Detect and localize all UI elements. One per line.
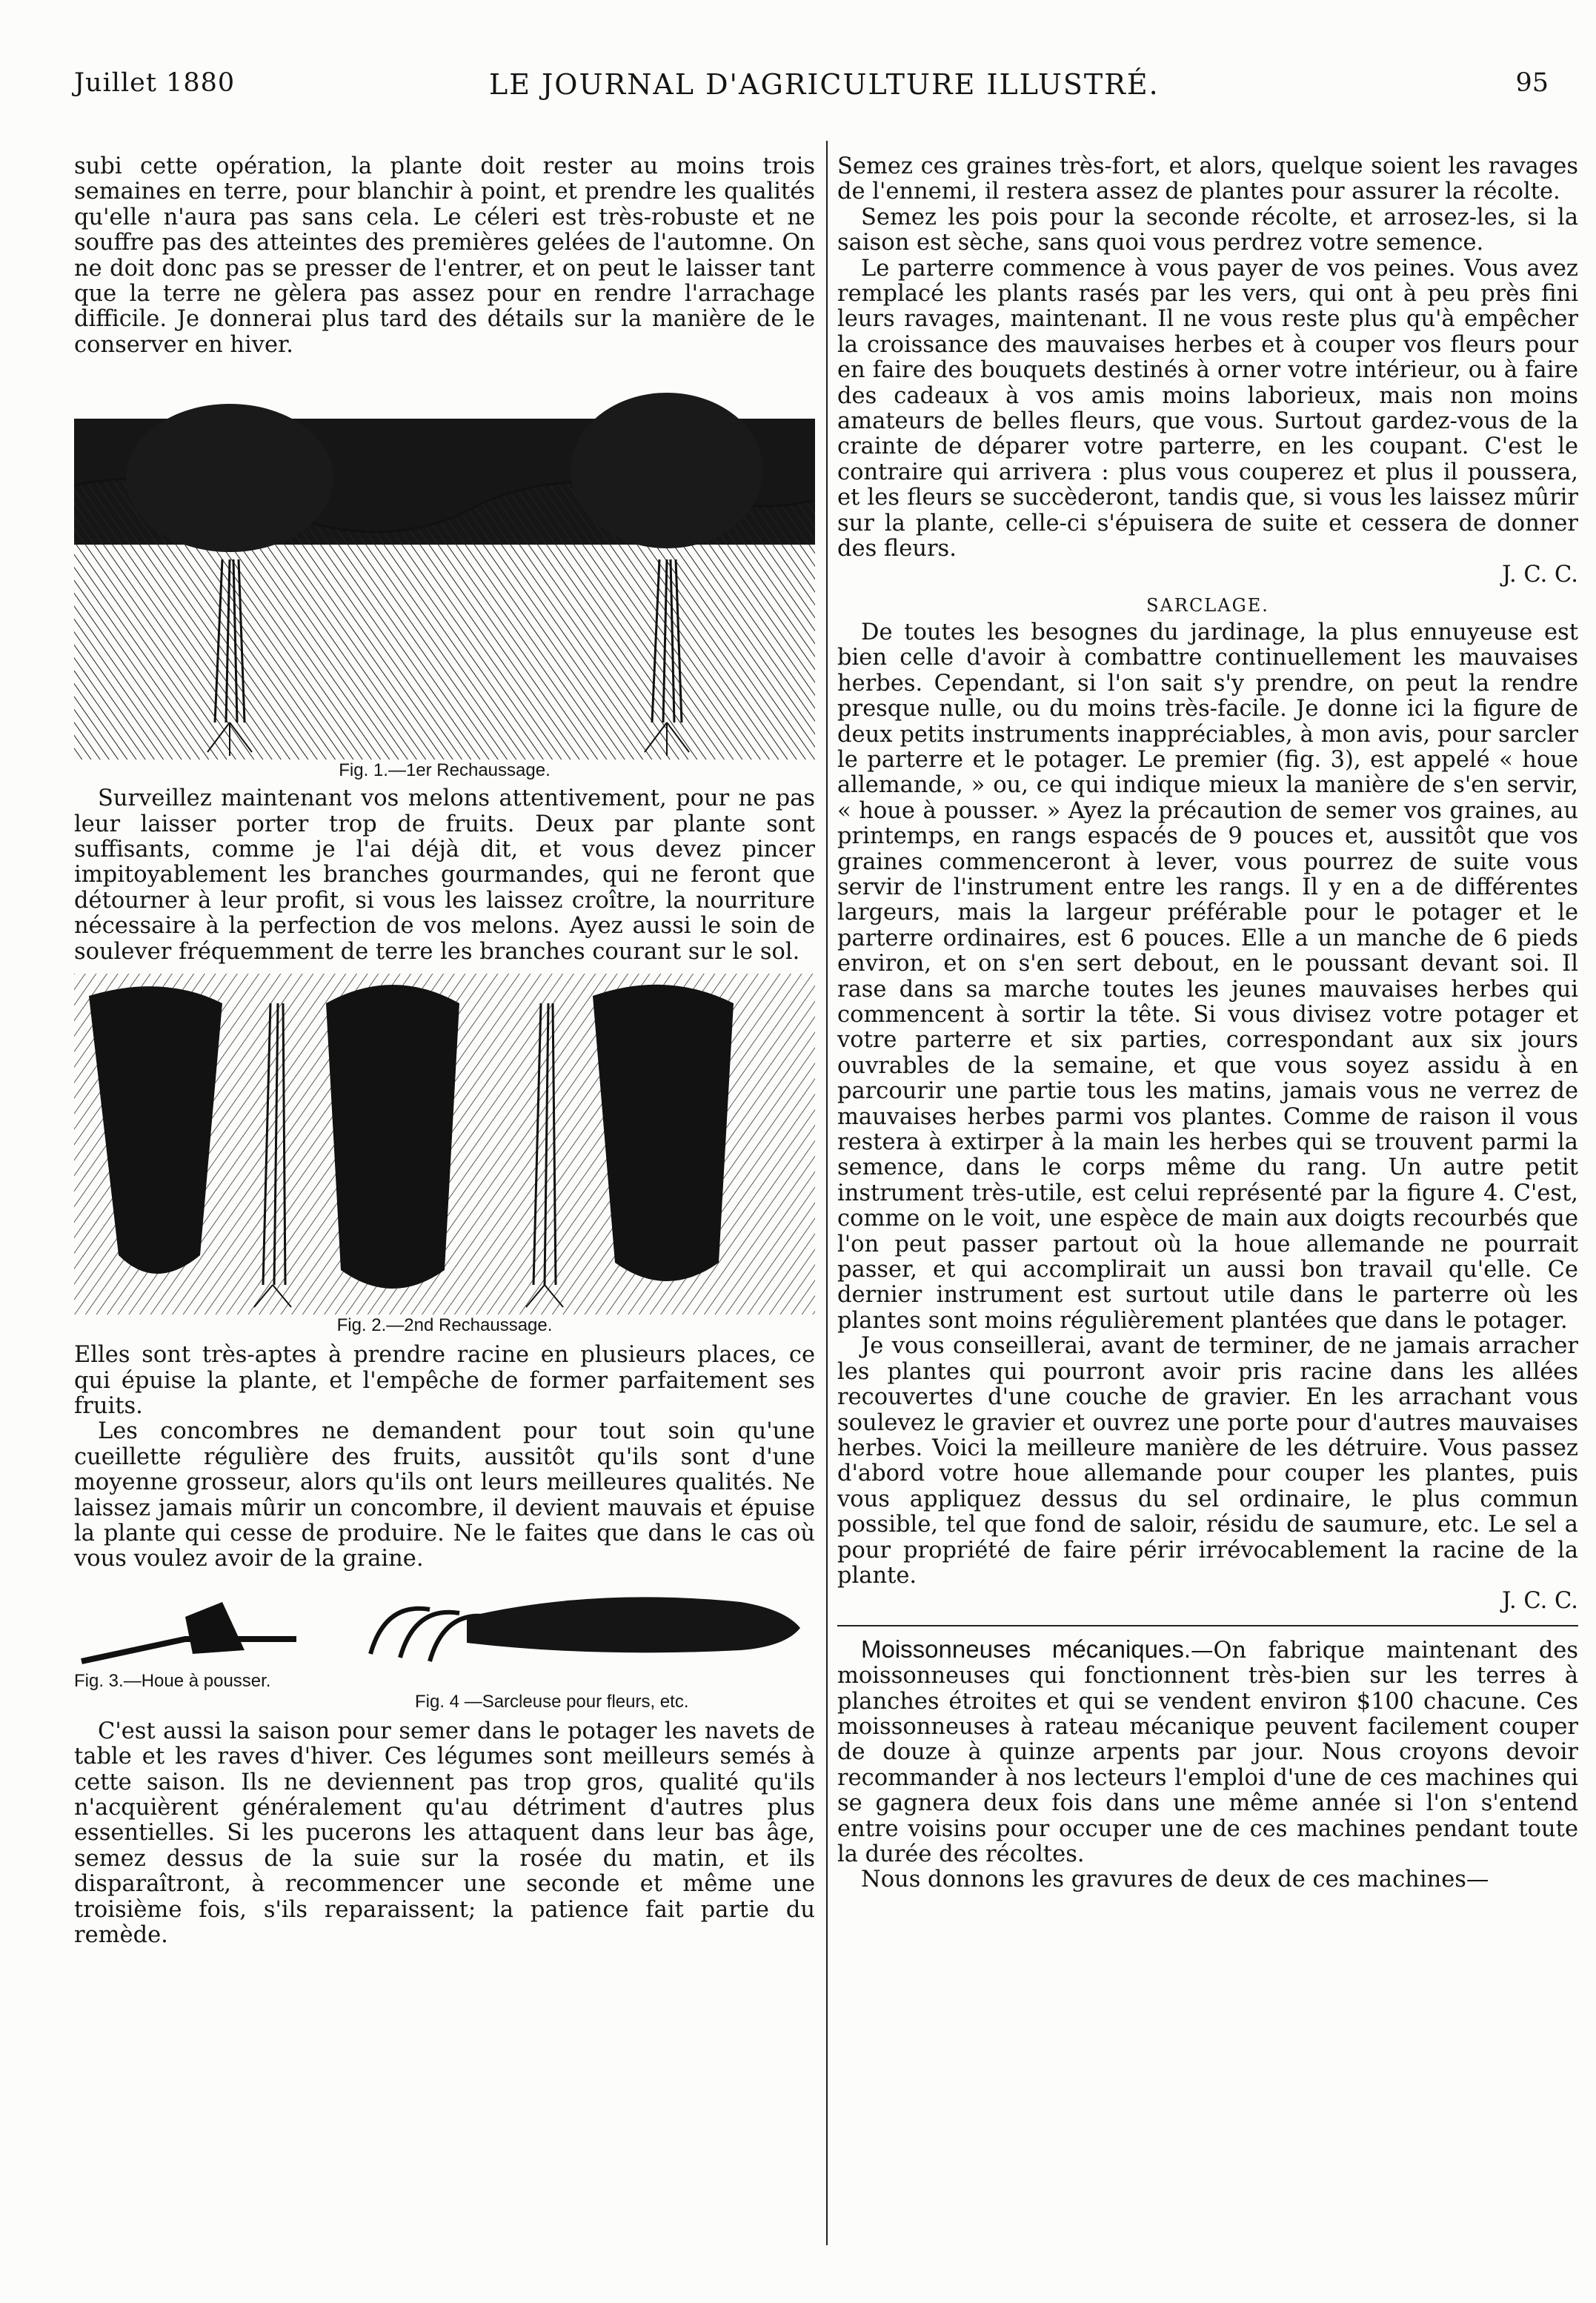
paragraph: De toutes les besognes du jardinage, la plus ennuyeuse est bien celle d'avoir à combattre continuellement les mauvaises herbes. Cependant, si l'on sait s'y prendre, on peut la rendre presque nulle, ou du moins très-facile. Je donne ici la figure de deux petits instruments inappréciables, à mon avis, pour sarcler le parterre et le potager. Le premier (fig. 3), est appelé « houe allemande, » ou, ce qui indique mieux la manière de s'en servir, « houe à pousser. » Ayez la précaution de semer vos graines, au printemps, en rangs espacés de 9 pouces et, aussitôt que vos graines commenceront à lever, vous pourrez de suite vous servir de l'instrument entre les rangs. Il y en a de différentes largeurs, mais la largeur préférable pour le potager et le parterre ordinaires, est 6 pouces. Elle a un manche de 6 pieds environ, et on s'en sert debout, en le poussant devant soi. Il rase dans sa marche toutes les jeunes mauvaises herbes qui commencent à sortir la tête. Si vous divisez votre potager et votre parterre et six parties, correspondant aux six jours ouvrables de la semaine, et que vous soyez assidu à en parcourir une partie tous les matins, jamais vous ne verrez de mauvaises herbes parmi vos plantes. Comme de raison il vous restera à extirper à la main les herbes qui se trouvent parmi la semence, dans le corps même du rang. Un autre petit instrument très-utile, est celui représenté par la figure 4. C'est, comme on le voit, une espèce de main aux doigts recourbés que l'on peut passer partout où la houe allemande ne pourrait passer, et qui accomplirait un aussi bon travail qu'elle. Ce dernier instrument est surtout utile dans le parterre où les plantes sont moins régulièrement plantées que dans le potager. bbox=[837, 619, 1578, 1334]
rechaussage-2-illustration bbox=[74, 974, 815, 1315]
column-divider bbox=[826, 141, 828, 2245]
paragraph: Je vous conseillerai, avant de terminer, de ne jamais arracher les plantes qui pourront avoir pris racine dans les allées recouvertes d'une couche de gravier. En les arrachant vous soulevez le gravier et ouvrez une porte pour d'autres mauvaises herbes. Voici la meilleure manière de les détruire. Vous passez d'abord votre houe allemande pour couper les plantes, puis vous appliquez dessus du sel ordinaire, le plus commun possible, tel que fond de saloir, résidu de saumure, etc. Le sel a pour propriété de faire périr irrévocablement la racine de la plante. bbox=[837, 1333, 1578, 1589]
paragraph: Nous donnons les gravures de deux de ces machines— bbox=[861, 1867, 1489, 1893]
figure-caption-3: Fig. 3.—Houe à pousser. bbox=[74, 1670, 271, 1691]
paragraph: Semez les pois pour la seconde récolte, et arrosez-les, si la saison est sèche, sans quoi vous perdrez votre semence. bbox=[837, 204, 1578, 256]
issue-date: Juillet 1880 bbox=[74, 68, 236, 98]
paragraph: Elles sont très-aptes à prendre racine en plusieurs places, ce qui épuise la plante, et l'empêche de former parfaitement ses fruits. bbox=[74, 1342, 815, 1419]
section-heading: SARCLAGE. bbox=[1146, 594, 1269, 616]
article-paragraph bbox=[837, 1637, 1578, 1868]
page-number: 95 bbox=[1515, 68, 1549, 98]
article-title: Moissonneuses mécaniques. bbox=[861, 1635, 1191, 1663]
rechaussage-1-illustration bbox=[74, 374, 815, 760]
left-column bbox=[74, 154, 815, 1948]
paragraph: Surveillez maintenant vos melons attentivement, pour ne pas leur laisser porter trop de fruits. Deux par plante sont suffisants, comme je l'ai déjà dit, et vous devez pincer impitoyablement les branches gourmandes, qui ne feront que détourner à leur profit, si vous les laissez croître, la nourriture nécessaire à la perfection de vos melons. Ayez aussi le soin de soulever fréquemment de terre les branches courant sur le sol. bbox=[74, 785, 815, 965]
paragraph: subi cette opération, la plante doit rester au moins trois semaines en terre, pour blanchir à point, et prendre les qualités qu'elle n'aura pas sans cela. Le céleri est très-robuste et ne souffre pas des atteintes des premières gelées de l'automne. On ne doit donc pas se presser de l'entrer, et on peut le laisser tant que la terre ne gèlera pas assez pour en rendre l'arrachage difficile. Je donnerai plus tard des détails sur la manière de le conserver en hiver. bbox=[74, 153, 815, 358]
figures-3-4 bbox=[74, 1587, 815, 1712]
paragraph: Les concombres ne demandent pour tout soin qu'une cueillette régulière des fruits, aussitôt qu'ils sont d'une moyenne grosseur, alors qu'ils ont leurs meilleures qualités. Ne laissez jamais mûrir un concombre, il devient mauvais et épuise la plante qui cesse de produire. Ne le faites que dans le cas où vous voulez avoir de la graine. bbox=[74, 1418, 815, 1572]
page-header bbox=[74, 68, 1549, 113]
paragraph: Semez ces graines très-fort, et alors, quelque soient les ravages de l'ennemi, il restera assez de plantes pour assurer la récolte. bbox=[837, 153, 1578, 205]
figure-caption: Fig. 2.—2nd Rechaussage. bbox=[336, 1315, 553, 1336]
figure-1 bbox=[74, 374, 815, 782]
author-signature: J. C. C. bbox=[1502, 561, 1578, 588]
paragraph: C'est aussi la saison pour semer dans le potager les navets de table et les raves d'hiver. Ces légumes sont meilleurs semés à cette saison. Ils ne deviennent pas trop gros, qualité qu'ils n'acquièrent généralement qu'au détriment d'autres plus essentielles. Si les pucerons les attaquent dans leur bas âge, semez dessus de la suie sur la rosée du matin, et ils disparaîtront, à recommencer une seconde et même une troisième fois, s'ils reparaissent; la patience fait partie du remède. bbox=[74, 1718, 815, 1948]
tools-illustration bbox=[74, 1587, 815, 1669]
author-signature: J. C. C. bbox=[1502, 1588, 1578, 1615]
journal-title: LE JOURNAL D'AGRICULTURE ILLUSTRÉ. bbox=[489, 68, 1160, 101]
right-column bbox=[837, 154, 1578, 1893]
figure-2 bbox=[74, 974, 815, 1337]
paragraph: Le parterre commence à vous payer de vos peines. Vous avez remplacé les plants rasés par les vers, qui ont à peu près fini leurs ravages, maintenant. Il ne vous reste plus qu'à empêcher la croissance des mauvaises herbes et à couper vos fleurs pour en faire des bouquets destinés à orner votre intérieur, ou à faire des cadeaux à vos amis moins laborieux, mais non moins amateurs de belles fleurs, que vous. Surtout gardez-vous de la crainte de déparer votre parterre, en les coupant. C'est le contraire qui arrivera : plus vous couperez et plus il poussera, et les fleurs se succèderont, tandis que, si vous les laissez mûrir sur la plante, celle-ci s'épuisera de suite et cessera de donner des fleurs. bbox=[837, 255, 1578, 562]
article-text: —On fabrique maintenant des moissonneuses qui fonctionnent très-bien sur les terres à planches étroites et qui se vendent environ $100 chacune. Ces moissonneuses à rateau mécanique peuvent facilement couper de douze à quinze arpents par jour. Nous croyons devoir recommander à nos lecteurs l'emploi d'une de ces machines qui se gagnera deux fois dans une même année si l'on s'entend entre voisins pour occuper une de ces machines pendant toute la durée des récoltes. bbox=[837, 1637, 1578, 1867]
figure-caption: Fig. 1.—1er Rechaussage. bbox=[339, 760, 551, 781]
figure-caption-4: Fig. 4 —Sarcleuse pour fleurs, etc. bbox=[415, 1691, 689, 1712]
article-divider bbox=[837, 1625, 1578, 1626]
